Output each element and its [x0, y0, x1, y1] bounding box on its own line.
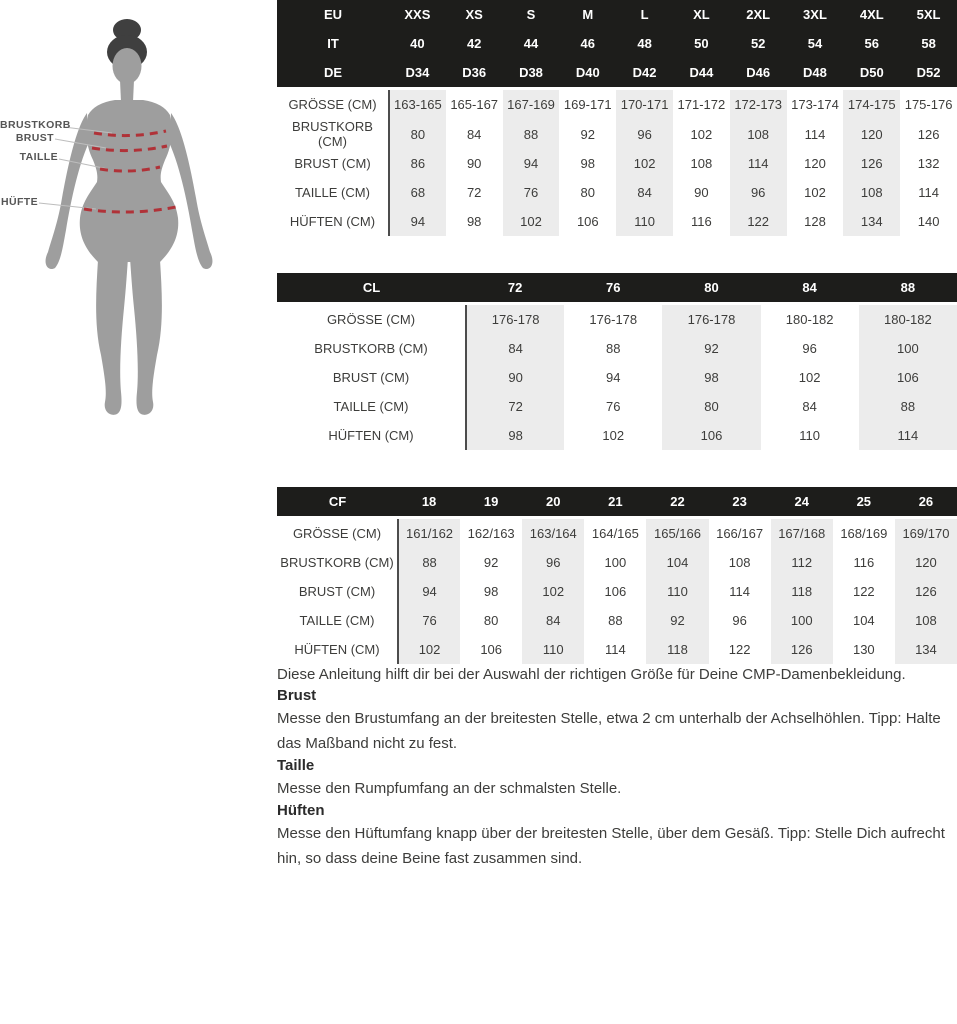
value-cell: 116	[691, 214, 712, 229]
value-cell: 122	[852, 584, 875, 599]
size-header-cell: 84	[761, 273, 859, 304]
header-row	[277, 487, 957, 518]
value-cell: 92	[483, 555, 499, 570]
value-cell: 169-171	[563, 97, 612, 112]
value-cell: 102	[798, 370, 821, 385]
value-cell: 110	[799, 428, 821, 443]
value-cell: 169/170	[895, 518, 957, 549]
size-header-cell: 40	[389, 29, 446, 58]
value-cell: 102	[616, 149, 673, 178]
section-text-brust: Messe den Brustumfang an der breitesten Stelle, etwa 2 cm unterhalb der Achselhöhlen. Tipp: Halte das Maßband nicht zu fest.	[277, 710, 941, 752]
measurement-row	[277, 149, 957, 178]
size-header-cell: 48	[616, 29, 673, 58]
value-cell: 140	[917, 214, 940, 229]
value-cell: 120	[895, 548, 957, 577]
value-cell: 94	[606, 370, 621, 385]
value-cell: 90	[466, 156, 482, 171]
value-cell: 88	[503, 119, 560, 149]
measurement-row	[277, 207, 957, 236]
value-cell: 98	[662, 363, 760, 392]
value-cell: 106	[576, 214, 599, 229]
measurement-row	[277, 635, 957, 664]
value-cell: 108	[728, 555, 751, 570]
header-row	[277, 58, 957, 89]
header-row	[277, 0, 957, 29]
guide-intro-text: Diese Anleitung hilft dir bei der Auswahl der richtigen Größe für Deine CMP-Damenbekleidung.	[277, 666, 906, 683]
section-text-hueften: Messe den Hüftumfang knapp über der breitesten Stelle, über dem Gesäß. Tipp: Stelle Dich aufrecht hin, so dass deine Beine fast zusammen sind.	[277, 825, 945, 867]
value-cell: 92	[646, 606, 708, 635]
row-label: BRUSTKORB (CM)	[277, 119, 389, 149]
measurement-row	[277, 392, 957, 421]
value-cell: 132	[917, 156, 940, 171]
figure-label-brust: BRUST	[15, 132, 54, 144]
value-cell: 92	[580, 126, 596, 142]
value-cell: 96	[732, 613, 747, 628]
value-cell: 172-173	[730, 89, 787, 120]
value-cell: 94	[398, 577, 460, 606]
size-header-cell: XL	[673, 0, 730, 29]
measurement-row	[277, 421, 957, 450]
value-cell: 84	[522, 606, 584, 635]
value-cell: 94	[503, 149, 560, 178]
value-cell: 126	[771, 635, 833, 664]
value-cell: 134	[895, 635, 957, 664]
value-cell: 96	[616, 119, 673, 149]
size-header-cell: 24	[771, 487, 833, 518]
row-label: BRUST (CM)	[277, 577, 398, 606]
value-cell: 104	[646, 548, 708, 577]
size-table-cl	[277, 273, 957, 450]
value-cell: 126	[895, 577, 957, 606]
size-header-cell: XS	[446, 0, 503, 29]
size-header-cell: 18	[398, 487, 460, 518]
value-cell: 98	[483, 584, 499, 599]
figure-label-huefte: HÜFTE	[1, 196, 38, 208]
row-label: TAILLE (CM)	[277, 606, 398, 635]
header-row	[277, 29, 957, 58]
section-text-taille: Messe den Rumpfumfang an der schmalsten Stelle.	[277, 780, 622, 797]
size-table-eu-it-de	[277, 0, 957, 236]
section-heading-brust: Brust	[277, 687, 317, 704]
value-cell: 171-172	[677, 97, 726, 112]
value-cell: 88	[859, 392, 957, 421]
row-label: GRÖSSE (CM)	[277, 304, 466, 335]
size-header-cell: XXS	[389, 0, 446, 29]
value-cell: 165/166	[646, 518, 708, 549]
value-cell: 96	[802, 341, 817, 356]
value-cell: 102	[522, 577, 584, 606]
size-header-cell: D36	[446, 58, 503, 89]
size-header-cell: 72	[466, 273, 564, 304]
size-header-cell: 88	[859, 273, 957, 304]
size-guide-content	[277, 0, 957, 871]
value-cell: 104	[852, 613, 875, 628]
row-label: GRÖSSE (CM)	[277, 518, 398, 549]
value-cell: 112	[771, 548, 833, 577]
measurement-row	[277, 119, 957, 149]
value-cell: 126	[917, 126, 940, 142]
size-system-label: DE	[277, 58, 389, 89]
value-cell: 110	[646, 577, 708, 606]
value-cell: 80	[662, 392, 760, 421]
value-cell: 84	[466, 334, 564, 363]
size-header-cell: 54	[787, 29, 844, 58]
value-cell: 72	[466, 185, 482, 200]
row-label: GRÖSSE (CM)	[277, 89, 389, 120]
value-cell: 92	[662, 334, 760, 363]
size-header-cell: 2XL	[730, 0, 787, 29]
value-cell: 94	[389, 207, 446, 236]
size-header-cell: 42	[446, 29, 503, 58]
value-cell: 102	[398, 635, 460, 664]
value-cell: 176-178	[589, 312, 638, 327]
measurement-row	[277, 363, 957, 392]
size-header-cell: 26	[895, 487, 957, 518]
value-cell: 102	[602, 428, 625, 443]
value-cell: 102	[503, 207, 560, 236]
value-cell: 108	[690, 156, 713, 171]
row-label: HÜFTEN (CM)	[277, 635, 398, 664]
size-header-cell: D48	[787, 58, 844, 89]
size-header-cell: D42	[616, 58, 673, 89]
figure-label-brustkorb: BRUSTKORB	[0, 119, 71, 131]
size-header-cell: 52	[730, 29, 787, 58]
value-cell: 84	[802, 399, 817, 414]
measurement-row	[277, 577, 957, 606]
value-cell: 114	[729, 584, 750, 599]
size-header-cell: D52	[900, 58, 957, 89]
value-cell: 130	[852, 642, 875, 657]
value-cell: 96	[522, 548, 584, 577]
value-cell: 84	[616, 178, 673, 207]
value-cell: 98	[466, 214, 482, 229]
value-cell: 114	[804, 126, 826, 142]
value-cell: 88	[606, 341, 621, 356]
value-cell: 106	[859, 363, 957, 392]
size-header-cell: D50	[843, 58, 900, 89]
header-row	[277, 273, 957, 304]
value-cell: 114	[918, 185, 939, 200]
size-header-cell: 21	[584, 487, 646, 518]
value-cell: 100	[859, 334, 957, 363]
measurement-row	[277, 518, 957, 549]
section-heading-hueften: Hüften	[277, 802, 325, 819]
value-cell: 163/164	[522, 518, 584, 549]
value-cell: 84	[466, 126, 482, 142]
value-cell: 76	[503, 178, 560, 207]
value-cell: 110	[616, 207, 673, 236]
value-cell: 174-175	[843, 89, 900, 120]
row-label: TAILLE (CM)	[277, 392, 466, 421]
value-cell: 114	[605, 642, 626, 657]
figure-label-taille: TAILLE	[19, 151, 58, 163]
value-cell: 100	[771, 606, 833, 635]
measurement-row	[277, 548, 957, 577]
row-label: BRUSTKORB (CM)	[277, 334, 466, 363]
value-cell: 100	[604, 555, 627, 570]
size-header-cell: 25	[833, 487, 895, 518]
value-cell: 116	[853, 555, 875, 570]
value-cell: 120	[804, 156, 826, 171]
value-cell: 176-178	[662, 304, 760, 335]
value-cell: 166/167	[716, 526, 764, 541]
size-header-cell: 5XL	[900, 0, 957, 29]
value-cell: 118	[771, 577, 833, 606]
female-silhouette-illustration	[0, 0, 277, 440]
value-cell: 176-178	[466, 304, 564, 335]
value-cell: 108	[895, 606, 957, 635]
size-header-cell: 46	[559, 29, 616, 58]
value-cell: 102	[804, 185, 826, 200]
value-cell: 161/162	[398, 518, 460, 549]
size-header-cell: 50	[673, 29, 730, 58]
size-header-cell: 20	[522, 487, 584, 518]
value-cell: 180-182	[785, 312, 834, 327]
size-system-label: CL	[277, 273, 466, 304]
size-header-cell: S	[503, 0, 560, 29]
size-table-cf	[277, 487, 957, 664]
size-header-cell: D38	[503, 58, 560, 89]
value-cell: 90	[694, 185, 709, 200]
size-header-cell: D34	[389, 58, 446, 89]
value-cell: 134	[843, 207, 900, 236]
row-label: HÜFTEN (CM)	[277, 207, 389, 236]
row-label: BRUST (CM)	[277, 149, 389, 178]
value-cell: 106	[480, 642, 503, 657]
measurement-row	[277, 178, 957, 207]
value-cell: 167/168	[771, 518, 833, 549]
size-header-cell: 22	[646, 487, 708, 518]
size-header-cell: 19	[460, 487, 522, 518]
size-header-cell: D44	[673, 58, 730, 89]
measurement-row	[277, 89, 957, 120]
value-cell: 114	[859, 421, 957, 450]
value-cell: 96	[730, 178, 787, 207]
row-label: BRUSTKORB (CM)	[277, 548, 398, 577]
section-heading-taille: Taille	[277, 757, 315, 774]
size-system-label: EU	[277, 0, 389, 29]
value-cell: 76	[398, 606, 460, 635]
value-cell: 102	[690, 126, 713, 142]
value-cell: 114	[730, 149, 787, 178]
value-cell: 118	[646, 635, 708, 664]
value-cell: 90	[466, 363, 564, 392]
size-header-cell: D46	[730, 58, 787, 89]
row-label: BRUST (CM)	[277, 363, 466, 392]
value-cell: 86	[389, 149, 446, 178]
size-header-cell: 56	[843, 29, 900, 58]
size-header-cell: 58	[900, 29, 957, 58]
value-cell: 98	[466, 421, 564, 450]
size-header-cell: 23	[709, 487, 771, 518]
value-cell: 80	[389, 119, 446, 149]
value-cell: 164/165	[591, 526, 639, 541]
value-cell: 167-169	[503, 89, 560, 120]
value-cell: 80	[580, 185, 596, 200]
size-header-cell: M	[559, 0, 616, 29]
value-cell: 88	[398, 548, 460, 577]
value-cell: 76	[606, 399, 621, 414]
size-header-cell: 76	[564, 273, 662, 304]
body-measurement-figure	[0, 0, 277, 440]
value-cell: 175-176	[904, 97, 953, 112]
value-cell: 80	[483, 613, 499, 628]
value-cell: 110	[522, 635, 584, 664]
measurement-row	[277, 334, 957, 363]
value-cell: 72	[466, 392, 564, 421]
row-label: HÜFTEN (CM)	[277, 421, 466, 450]
size-header-cell: 44	[503, 29, 560, 58]
value-cell: 128	[804, 214, 826, 229]
value-cell: 162/163	[467, 526, 515, 541]
value-cell: 170-171	[616, 89, 673, 120]
measurement-row	[277, 304, 957, 335]
value-cell: 163-165	[389, 89, 446, 120]
size-header-cell: D40	[559, 58, 616, 89]
size-header-cell: L	[616, 0, 673, 29]
value-cell: 173-174	[791, 97, 839, 112]
value-cell: 122	[730, 207, 787, 236]
value-cell: 126	[843, 149, 900, 178]
value-cell: 165-167	[450, 97, 499, 112]
value-cell: 68	[389, 178, 446, 207]
row-label: TAILLE (CM)	[277, 178, 389, 207]
value-cell: 120	[843, 119, 900, 149]
value-cell: 180-182	[859, 304, 957, 335]
size-header-cell: 80	[662, 273, 760, 304]
measurement-row	[277, 606, 957, 635]
size-header-cell: 3XL	[787, 0, 844, 29]
size-system-label: IT	[277, 29, 389, 58]
value-cell: 88	[608, 613, 623, 628]
value-cell: 108	[730, 119, 787, 149]
size-header-cell: 4XL	[843, 0, 900, 29]
value-cell: 168/169	[840, 526, 888, 541]
value-cell: 108	[843, 178, 900, 207]
value-cell: 98	[580, 156, 596, 171]
measuring-guide	[277, 664, 957, 871]
value-cell: 106	[662, 421, 760, 450]
value-cell: 122	[728, 642, 751, 657]
size-system-label: CF	[277, 487, 398, 518]
value-cell: 106	[604, 584, 627, 599]
